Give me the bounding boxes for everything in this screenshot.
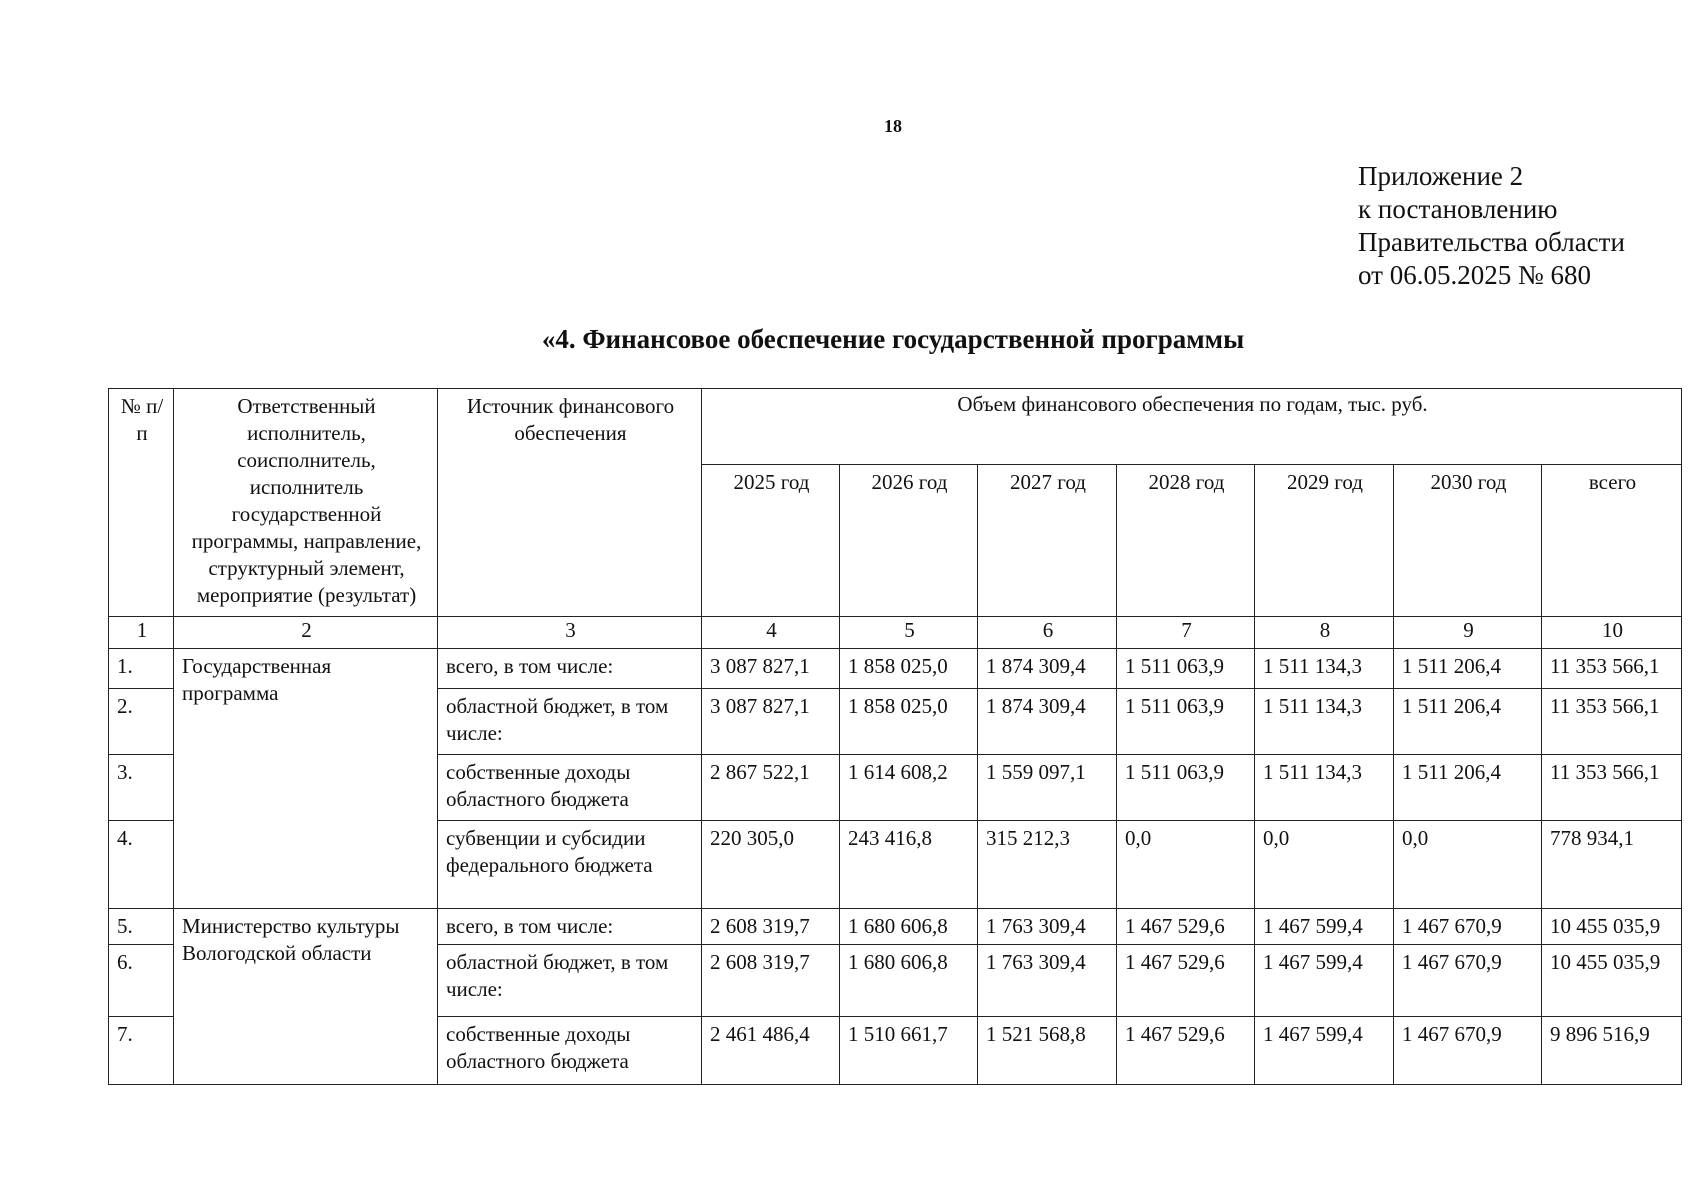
row-value: 1 874 309,4 — [978, 689, 1117, 755]
row-number: 3. — [109, 755, 174, 821]
row-value: 1 858 025,0 — [840, 689, 978, 755]
row-source: собственные доходы областного бюджета — [438, 755, 702, 821]
appendix-line: к постановлению — [1358, 194, 1558, 224]
page-number: 18 — [884, 116, 902, 136]
header-year: 2029 год — [1255, 465, 1394, 617]
table-row — [109, 909, 1682, 945]
row-source: областной бюджет, в том числе: — [438, 945, 702, 1017]
row-value: 9 896 516,9 — [1542, 1017, 1682, 1085]
row-source: субвенции и субсидии федерального бюджета — [438, 821, 702, 909]
row-value: 315 212,3 — [978, 821, 1117, 909]
row-value: 0,0 — [1394, 821, 1542, 909]
row-value: 0,0 — [1255, 821, 1394, 909]
column-index: 2 — [174, 617, 438, 649]
row-value: 1 763 309,4 — [978, 945, 1117, 1017]
row-value: 1 511 063,9 — [1117, 649, 1255, 689]
row-value: 11 353 566,1 — [1542, 755, 1682, 821]
row-value: 1 511 206,4 — [1394, 689, 1542, 755]
row-value: 1 874 309,4 — [978, 649, 1117, 689]
header-volume-group: Объем финансового обеспечения по годам, тыс. руб. — [702, 389, 1682, 465]
column-index: 4 — [702, 617, 840, 649]
row-value: 1 680 606,8 — [840, 909, 978, 945]
row-value: 243 416,8 — [840, 821, 978, 909]
row-value: 1 763 309,4 — [978, 909, 1117, 945]
row-value: 2 461 486,4 — [702, 1017, 840, 1085]
row-value: 1 467 670,9 — [1394, 945, 1542, 1017]
header-number: № п/п — [109, 389, 174, 617]
row-value: 11 353 566,1 — [1542, 649, 1682, 689]
row-value: 1 467 670,9 — [1394, 1017, 1542, 1085]
row-value: 1 467 599,4 — [1255, 945, 1394, 1017]
row-value: 10 455 035,9 — [1542, 945, 1682, 1017]
column-index: 8 — [1255, 617, 1394, 649]
row-number: 5. — [109, 909, 174, 945]
header-year: 2030 год — [1394, 465, 1542, 617]
row-value: 1 467 529,6 — [1117, 909, 1255, 945]
row-value: 3 087 827,1 — [702, 649, 840, 689]
row-value: 1 467 599,4 — [1255, 1017, 1394, 1085]
row-value: 1 858 025,0 — [840, 649, 978, 689]
row-value: 1 510 661,7 — [840, 1017, 978, 1085]
row-executor: Государственная программа — [174, 649, 438, 909]
row-value: 10 455 035,9 — [1542, 909, 1682, 945]
header-year: 2028 год — [1117, 465, 1255, 617]
row-value: 11 353 566,1 — [1542, 689, 1682, 755]
row-value: 220 305,0 — [702, 821, 840, 909]
row-source: областной бюджет, в том числе: — [438, 689, 702, 755]
row-value: 1 511 134,3 — [1255, 649, 1394, 689]
row-value: 1 467 529,6 — [1117, 1017, 1255, 1085]
row-value: 1 467 670,9 — [1394, 909, 1542, 945]
row-value: 1 511 134,3 — [1255, 689, 1394, 755]
row-number: 7. — [109, 1017, 174, 1085]
row-value: 1 511 063,9 — [1117, 689, 1255, 755]
row-value: 1 614 608,2 — [840, 755, 978, 821]
header-year: 2027 год — [978, 465, 1117, 617]
row-value: 778 934,1 — [1542, 821, 1682, 909]
row-value: 2 867 522,1 — [702, 755, 840, 821]
column-index-row — [109, 617, 1682, 649]
header-total: всего — [1542, 465, 1682, 617]
row-value: 1 511 134,3 — [1255, 755, 1394, 821]
table-row — [109, 649, 1682, 689]
financing-table — [108, 388, 1682, 1085]
header-executor: Ответственный исполнитель, соисполнитель, исполнитель государственной программы, направление, структурный элемент, мероприятие (результат) — [174, 389, 438, 617]
row-value: 3 087 827,1 — [702, 689, 840, 755]
row-number: 6. — [109, 945, 174, 1017]
row-value: 1 521 568,8 — [978, 1017, 1117, 1085]
document-title: «4. Финансовое обеспечение государственной программы — [541, 324, 1245, 354]
row-value: 1 467 599,4 — [1255, 909, 1394, 945]
row-value: 1 467 529,6 — [1117, 945, 1255, 1017]
column-index: 9 — [1394, 617, 1542, 649]
row-value: 1 511 206,4 — [1394, 649, 1542, 689]
header-year: 2025 год — [702, 465, 840, 617]
column-index: 6 — [978, 617, 1117, 649]
column-index: 5 — [840, 617, 978, 649]
row-value: 1 680 606,8 — [840, 945, 978, 1017]
appendix-line: Правительства области — [1358, 227, 1625, 257]
row-value: 1 559 097,1 — [978, 755, 1117, 821]
header-year: 2026 год — [840, 465, 978, 617]
row-source: собственные доходы областного бюджета — [438, 1017, 702, 1085]
row-value: 2 608 319,7 — [702, 909, 840, 945]
appendix-block — [1358, 160, 1625, 292]
row-source: всего, в том числе: — [438, 909, 702, 945]
row-value: 0,0 — [1117, 821, 1255, 909]
header-source: Источник финансового обеспечения — [438, 389, 702, 617]
row-value: 1 511 206,4 — [1394, 755, 1542, 821]
column-index: 10 — [1542, 617, 1682, 649]
row-value: 1 511 063,9 — [1117, 755, 1255, 821]
appendix-line: от 06.05.2025 № 680 — [1358, 260, 1591, 290]
column-index: 1 — [109, 617, 174, 649]
column-index: 7 — [1117, 617, 1255, 649]
row-number: 2. — [109, 689, 174, 755]
column-index: 3 — [438, 617, 702, 649]
row-executor: Министерство культуры Вологодской области — [174, 909, 438, 1085]
row-source: всего, в том числе: — [438, 649, 702, 689]
row-number: 1. — [109, 649, 174, 689]
appendix-line: Приложение 2 — [1358, 161, 1524, 191]
row-number: 4. — [109, 821, 174, 909]
row-value: 2 608 319,7 — [702, 945, 840, 1017]
